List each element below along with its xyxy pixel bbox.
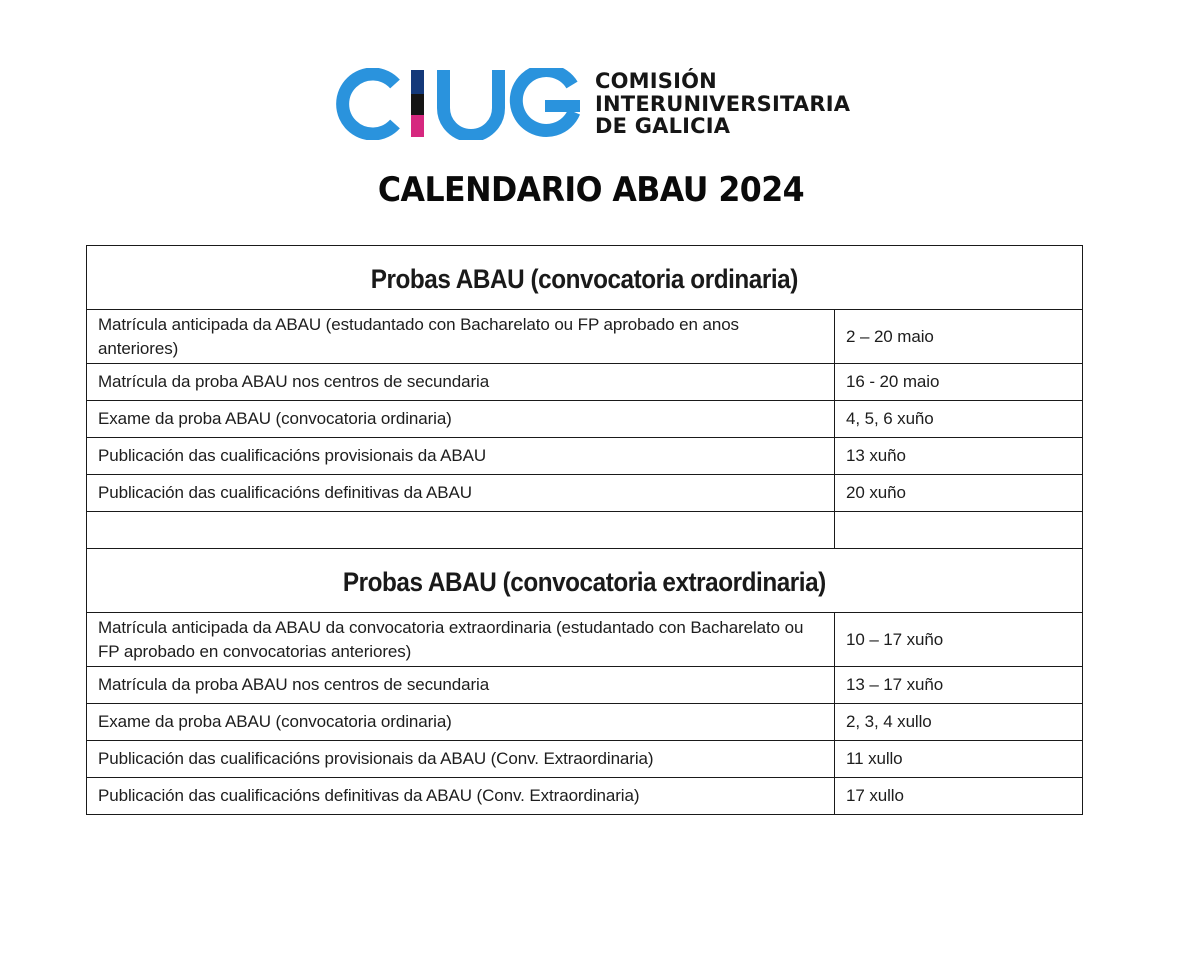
event-date: 4, 5, 6 xuño (835, 401, 1083, 438)
table-row (87, 778, 1083, 815)
section-heading (87, 246, 1083, 310)
section-header-extraordinaria (87, 549, 1083, 613)
ciug-logo-mark-icon (333, 68, 583, 140)
table-row (87, 401, 1083, 438)
page-title: CALENDARIO ABAU 2024 (377, 170, 805, 210)
event-description: Publicación das cualificacións definitivas da ABAU (Conv. Extraordinaria) (87, 778, 835, 815)
table-row (87, 704, 1083, 741)
wordmark-line-1: COMISIÓN (595, 69, 717, 93)
event-description: Matrícula anticipada da ABAU da convocatoria extraordinaria (estudantado con Bacharelato ou FP aprobado en convocatorias anteriores) (87, 613, 835, 667)
ciug-logo (333, 68, 853, 140)
event-description: Exame da proba ABAU (convocatoria ordinaria) (87, 704, 835, 741)
event-description: Matrícula anticipada da ABAU (estudantado con Bacharelato ou FP aprobado en anos anteriores) (87, 310, 835, 364)
event-date: 17 xullo (835, 778, 1083, 815)
event-date: 2, 3, 4 xullo (835, 704, 1083, 741)
logo-wordmark (595, 70, 850, 138)
section-heading-text: Probas ABAU (convocatoria ordinaria) (370, 263, 799, 294)
wordmark-line-3: DE GALICIA (595, 114, 731, 138)
logo-letter-c (343, 74, 395, 134)
wordmark-line-2: INTERUNIVERSITARIA (595, 91, 851, 116)
logo-letter-u (444, 70, 499, 136)
event-date: 13 xuño (835, 438, 1083, 475)
event-date: 11 xullo (835, 741, 1083, 778)
table-row (87, 475, 1083, 512)
event-date: 2 – 20 maio (835, 310, 1083, 364)
event-description: Matrícula da proba ABAU nos centros de secundaria (87, 667, 835, 704)
section-header-ordinaria (87, 246, 1083, 310)
event-date: 16 - 20 maio (835, 364, 1083, 401)
table-row (87, 310, 1083, 364)
section-heading (87, 549, 1083, 613)
event-description: Matrícula da proba ABAU nos centros de secundaria (87, 364, 835, 401)
event-date: 13 – 17 xuño (835, 667, 1083, 704)
empty-spacer-row (87, 512, 1083, 549)
table-row (87, 613, 1083, 667)
table-row (87, 438, 1083, 475)
event-date: 20 xuño (835, 475, 1083, 512)
table-row (87, 364, 1083, 401)
event-description: Publicación das cualificacións provisionais da ABAU (87, 438, 835, 475)
event-date: 10 – 17 xuño (835, 613, 1083, 667)
logo-letter-i-top (411, 70, 424, 94)
event-description (87, 512, 835, 549)
table-row (87, 667, 1083, 704)
logo-letter-i-middle (411, 94, 424, 115)
abau-calendar-table (86, 245, 1083, 815)
event-description: Publicación das cualificacións definitivas da ABAU (87, 475, 835, 512)
section-heading-text: Probas ABAU (convocatoria extraordinaria) (343, 566, 826, 597)
event-date (835, 512, 1083, 549)
event-description: Publicación das cualificacións provisionais da ABAU (Conv. Extraordinaria) (87, 741, 835, 778)
logo-letter-i-bottom (411, 115, 424, 137)
table-row (87, 741, 1083, 778)
event-description: Exame da proba ABAU (convocatoria ordinaria) (87, 401, 835, 438)
